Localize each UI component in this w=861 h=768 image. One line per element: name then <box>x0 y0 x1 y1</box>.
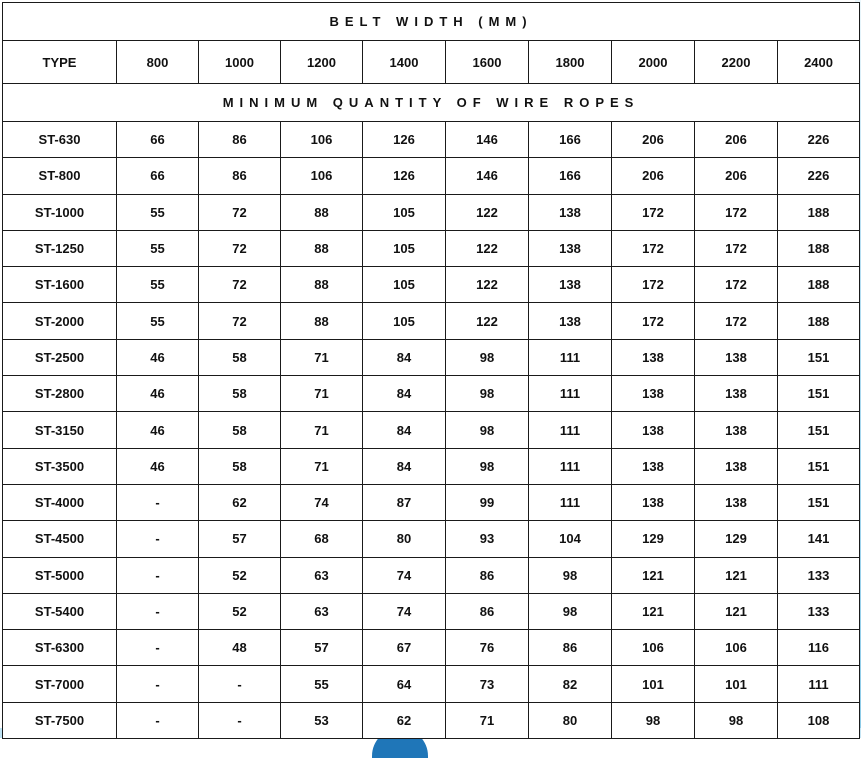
min-quantity-banner: MINIMUM QUANTITY OF WIRE ROPES <box>3 84 860 122</box>
row-type-cell: ST-2800 <box>3 376 117 412</box>
quantity-cell: 73 <box>446 666 529 702</box>
quantity-cell: 151 <box>778 339 860 375</box>
quantity-cell: 46 <box>117 339 199 375</box>
quantity-cell: 46 <box>117 376 199 412</box>
quantity-cell: 226 <box>778 122 860 158</box>
quantity-cell: 63 <box>281 593 363 629</box>
header-width-1400: 1400 <box>363 41 446 84</box>
table-row <box>3 122 860 158</box>
belt-width-banner: BELT WIDTH (MM) <box>3 3 860 41</box>
quantity-cell: 88 <box>281 267 363 303</box>
quantity-cell: - <box>199 702 281 738</box>
quantity-cell: 58 <box>199 448 281 484</box>
quantity-cell: 80 <box>529 702 612 738</box>
quantity-cell: 151 <box>778 484 860 520</box>
quantity-cell: 172 <box>695 230 778 266</box>
quantity-cell: 166 <box>529 122 612 158</box>
quantity-cell: 84 <box>363 339 446 375</box>
header-width-2400: 2400 <box>778 41 860 84</box>
table-row <box>3 666 860 702</box>
quantity-cell: 86 <box>199 158 281 194</box>
quantity-cell: 138 <box>612 412 695 448</box>
table-row <box>3 593 860 629</box>
quantity-cell: 151 <box>778 412 860 448</box>
quantity-cell: 138 <box>529 303 612 339</box>
quantity-cell: 55 <box>117 194 199 230</box>
quantity-cell: 101 <box>695 666 778 702</box>
row-type-cell: ST-4500 <box>3 521 117 557</box>
quantity-cell: 72 <box>199 303 281 339</box>
quantity-cell: 138 <box>695 412 778 448</box>
quantity-cell: 105 <box>363 194 446 230</box>
table-row <box>3 194 860 230</box>
quantity-cell: 84 <box>363 412 446 448</box>
quantity-cell: 58 <box>199 339 281 375</box>
quantity-cell: 71 <box>281 376 363 412</box>
header-width-2000: 2000 <box>612 41 695 84</box>
quantity-cell: 88 <box>281 230 363 266</box>
quantity-cell: 141 <box>778 521 860 557</box>
quantity-cell: 172 <box>612 303 695 339</box>
quantity-cell: 146 <box>446 122 529 158</box>
quantity-cell: - <box>117 484 199 520</box>
quantity-cell: - <box>117 521 199 557</box>
quantity-cell: 98 <box>446 412 529 448</box>
quantity-cell: 166 <box>529 158 612 194</box>
quantity-cell: 106 <box>281 158 363 194</box>
table-row <box>3 267 860 303</box>
table-row <box>3 303 860 339</box>
quantity-cell: - <box>117 630 199 666</box>
quantity-cell: 87 <box>363 484 446 520</box>
header-type: TYPE <box>3 41 117 84</box>
quantity-cell: 188 <box>778 230 860 266</box>
quantity-cell: 122 <box>446 230 529 266</box>
quantity-cell: 74 <box>363 593 446 629</box>
quantity-cell: 68 <box>281 521 363 557</box>
quantity-cell: 55 <box>117 303 199 339</box>
quantity-cell: 52 <box>199 557 281 593</box>
quantity-cell: 98 <box>612 702 695 738</box>
quantity-cell: 46 <box>117 448 199 484</box>
quantity-cell: 86 <box>199 122 281 158</box>
row-type-cell: ST-5400 <box>3 593 117 629</box>
quantity-cell: 188 <box>778 303 860 339</box>
quantity-cell: 106 <box>612 630 695 666</box>
quantity-cell: 121 <box>612 593 695 629</box>
quantity-cell: 133 <box>778 593 860 629</box>
quantity-cell: - <box>199 666 281 702</box>
row-type-cell: ST-7000 <box>3 666 117 702</box>
quantity-cell: 111 <box>529 484 612 520</box>
quantity-cell: 206 <box>612 158 695 194</box>
quantity-cell: 172 <box>695 303 778 339</box>
quantity-cell: 111 <box>778 666 860 702</box>
quantity-cell: 72 <box>199 194 281 230</box>
table-row <box>3 158 860 194</box>
quantity-cell: 129 <box>695 521 778 557</box>
quantity-cell: 172 <box>612 230 695 266</box>
quantity-cell: 188 <box>778 194 860 230</box>
quantity-cell: 151 <box>778 376 860 412</box>
row-type-cell: ST-4000 <box>3 484 117 520</box>
quantity-cell: 72 <box>199 230 281 266</box>
min-quantity-banner-row <box>3 84 860 122</box>
quantity-cell: 76 <box>446 630 529 666</box>
quantity-cell: 82 <box>529 666 612 702</box>
quantity-cell: 98 <box>695 702 778 738</box>
quantity-cell: 53 <box>281 702 363 738</box>
table-row <box>3 702 860 738</box>
quantity-cell: 58 <box>199 376 281 412</box>
quantity-cell: 111 <box>529 376 612 412</box>
belt-spec-table <box>2 2 860 739</box>
quantity-cell: 98 <box>529 557 612 593</box>
quantity-cell: 138 <box>695 376 778 412</box>
row-type-cell: ST-6300 <box>3 630 117 666</box>
quantity-cell: 46 <box>117 412 199 448</box>
quantity-cell: 58 <box>199 412 281 448</box>
table-row <box>3 630 860 666</box>
table-row <box>3 412 860 448</box>
quantity-cell: 151 <box>778 448 860 484</box>
quantity-cell: 63 <box>281 557 363 593</box>
quantity-cell: 71 <box>446 702 529 738</box>
quantity-cell: - <box>117 557 199 593</box>
header-width-1800: 1800 <box>529 41 612 84</box>
quantity-cell: 98 <box>446 339 529 375</box>
quantity-cell: 106 <box>695 630 778 666</box>
quantity-cell: 64 <box>363 666 446 702</box>
quantity-cell: 74 <box>281 484 363 520</box>
quantity-cell: 122 <box>446 267 529 303</box>
quantity-cell: 105 <box>363 230 446 266</box>
quantity-cell: 138 <box>612 376 695 412</box>
quantity-cell: 172 <box>612 267 695 303</box>
quantity-cell: 86 <box>446 593 529 629</box>
quantity-cell: 138 <box>695 339 778 375</box>
quantity-cell: 62 <box>199 484 281 520</box>
row-type-cell: ST-1600 <box>3 267 117 303</box>
table-row <box>3 557 860 593</box>
quantity-cell: 104 <box>529 521 612 557</box>
header-width-2200: 2200 <box>695 41 778 84</box>
quantity-cell: 84 <box>363 376 446 412</box>
header-width-1200: 1200 <box>281 41 363 84</box>
quantity-cell: 138 <box>612 339 695 375</box>
row-type-cell: ST-2000 <box>3 303 117 339</box>
quantity-cell: 122 <box>446 303 529 339</box>
quantity-cell: 172 <box>695 194 778 230</box>
quantity-cell: 121 <box>695 593 778 629</box>
quantity-cell: 121 <box>612 557 695 593</box>
quantity-cell: 48 <box>199 630 281 666</box>
row-type-cell: ST-3150 <box>3 412 117 448</box>
quantity-cell: 126 <box>363 122 446 158</box>
quantity-cell: 121 <box>695 557 778 593</box>
table-row <box>3 230 860 266</box>
quantity-cell: 206 <box>695 122 778 158</box>
quantity-cell: 57 <box>199 521 281 557</box>
quantity-cell: 80 <box>363 521 446 557</box>
quantity-cell: 101 <box>612 666 695 702</box>
quantity-cell: 57 <box>281 630 363 666</box>
quantity-cell: 98 <box>446 448 529 484</box>
belt-width-banner-row <box>3 3 860 41</box>
table-row <box>3 448 860 484</box>
table-row <box>3 521 860 557</box>
row-type-cell: ST-2500 <box>3 339 117 375</box>
header-width-1000: 1000 <box>199 41 281 84</box>
row-type-cell: ST-1250 <box>3 230 117 266</box>
table-row <box>3 339 860 375</box>
quantity-cell: 126 <box>363 158 446 194</box>
quantity-cell: 71 <box>281 412 363 448</box>
quantity-cell: 133 <box>778 557 860 593</box>
quantity-cell: 62 <box>363 702 446 738</box>
quantity-cell: 106 <box>281 122 363 158</box>
quantity-cell: - <box>117 666 199 702</box>
quantity-cell: 84 <box>363 448 446 484</box>
quantity-cell: 55 <box>117 230 199 266</box>
quantity-cell: 206 <box>695 158 778 194</box>
quantity-cell: 98 <box>446 376 529 412</box>
quantity-cell: 172 <box>695 267 778 303</box>
header-row <box>3 41 860 84</box>
quantity-cell: 71 <box>281 448 363 484</box>
quantity-cell: - <box>117 593 199 629</box>
quantity-cell: 67 <box>363 630 446 666</box>
quantity-cell: 138 <box>529 267 612 303</box>
quantity-cell: 86 <box>529 630 612 666</box>
row-type-cell: ST-3500 <box>3 448 117 484</box>
quantity-cell: - <box>117 702 199 738</box>
quantity-cell: 116 <box>778 630 860 666</box>
table-row <box>3 376 860 412</box>
quantity-cell: 138 <box>695 448 778 484</box>
quantity-cell: 108 <box>778 702 860 738</box>
quantity-cell: 138 <box>529 230 612 266</box>
quantity-cell: 146 <box>446 158 529 194</box>
quantity-cell: 88 <box>281 303 363 339</box>
quantity-cell: 88 <box>281 194 363 230</box>
quantity-cell: 99 <box>446 484 529 520</box>
quantity-cell: 105 <box>363 303 446 339</box>
quantity-cell: 111 <box>529 448 612 484</box>
row-type-cell: ST-630 <box>3 122 117 158</box>
quantity-cell: 52 <box>199 593 281 629</box>
header-width-800: 800 <box>117 41 199 84</box>
quantity-cell: 98 <box>529 593 612 629</box>
quantity-cell: 55 <box>281 666 363 702</box>
quantity-cell: 66 <box>117 158 199 194</box>
quantity-cell: 122 <box>446 194 529 230</box>
quantity-cell: 93 <box>446 521 529 557</box>
quantity-cell: 105 <box>363 267 446 303</box>
row-type-cell: ST-1000 <box>3 194 117 230</box>
quantity-cell: 72 <box>199 267 281 303</box>
quantity-cell: 111 <box>529 412 612 448</box>
row-type-cell: ST-800 <box>3 158 117 194</box>
quantity-cell: 86 <box>446 557 529 593</box>
quantity-cell: 188 <box>778 267 860 303</box>
quantity-cell: 138 <box>695 484 778 520</box>
quantity-cell: 111 <box>529 339 612 375</box>
quantity-cell: 138 <box>529 194 612 230</box>
row-type-cell: ST-7500 <box>3 702 117 738</box>
quantity-cell: 129 <box>612 521 695 557</box>
quantity-cell: 66 <box>117 122 199 158</box>
quantity-cell: 172 <box>612 194 695 230</box>
quantity-cell: 226 <box>778 158 860 194</box>
quantity-cell: 74 <box>363 557 446 593</box>
quantity-cell: 206 <box>612 122 695 158</box>
quantity-cell: 138 <box>612 484 695 520</box>
table-row <box>3 484 860 520</box>
quantity-cell: 71 <box>281 339 363 375</box>
quantity-cell: 138 <box>612 448 695 484</box>
header-width-1600: 1600 <box>446 41 529 84</box>
row-type-cell: ST-5000 <box>3 557 117 593</box>
quantity-cell: 55 <box>117 267 199 303</box>
